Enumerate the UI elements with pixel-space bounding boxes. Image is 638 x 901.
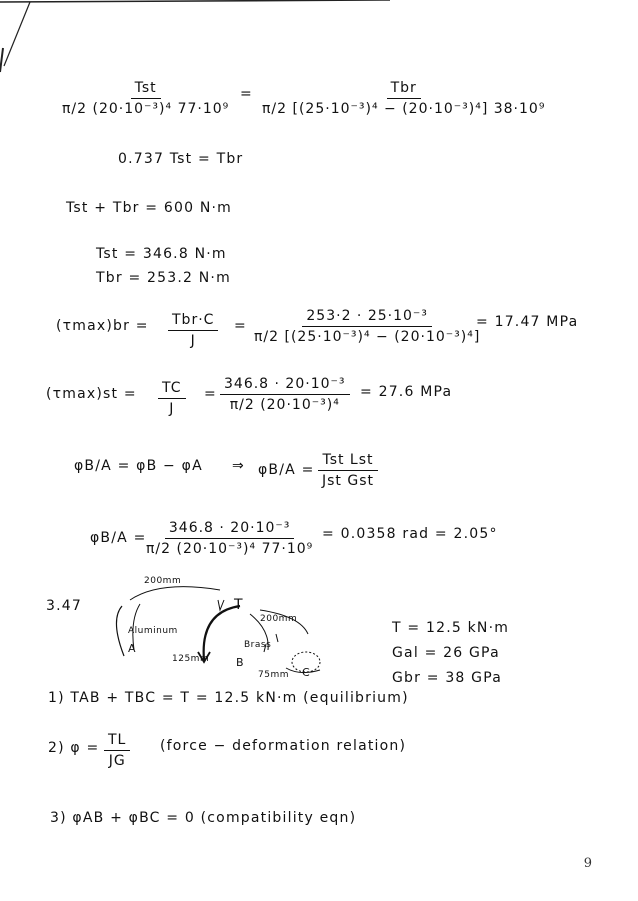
phi-calc-numerator: 346.8 · 20·10⁻³ xyxy=(165,520,295,539)
eq1-right-numerator: Tbr xyxy=(387,80,421,99)
step-2-fraction xyxy=(104,732,130,769)
phi-calc-left: φB/A = xyxy=(90,530,147,546)
tau-br-label: (τmax)br = xyxy=(56,318,149,334)
tau-st-label: (τmax)st = xyxy=(46,386,137,402)
tau-br-values xyxy=(250,308,484,345)
scan-edge-artifact xyxy=(0,0,400,80)
step-2-prefix: 2) φ = xyxy=(48,740,100,756)
step-3: 3) φAB + φBC = 0 (compatibility eqn) xyxy=(50,810,357,826)
dim-brass: Brass xyxy=(244,640,272,650)
eq1-right-denominator: π/2 [(25·10⁻³)⁴ − (20·10⁻³)⁴] 38·10⁹ xyxy=(262,101,546,117)
dim-aluminum: Aluminum xyxy=(128,626,178,636)
step-1: 1) TAB + TBC = T = 12.5 kN·m (equilibrium) xyxy=(48,690,409,706)
tau-br-symbolic xyxy=(168,312,218,349)
phi-def2-fraction xyxy=(318,452,378,489)
dim-125: 125mm xyxy=(172,654,210,664)
dim-top: 200mm xyxy=(144,576,182,586)
tau-st-denominator: J xyxy=(169,401,175,417)
problem-number: 3.47 xyxy=(46,598,82,614)
given-T: T = 12.5 kN·m xyxy=(392,620,510,636)
tau-st-equals: = xyxy=(204,386,217,402)
page-number: 9 xyxy=(583,856,592,871)
eq1-left-numerator: Tst xyxy=(131,80,161,99)
eq1-right-fraction xyxy=(258,80,549,117)
dim-75: 75mm xyxy=(258,670,289,680)
phi-def2-left: φB/A = xyxy=(258,462,315,478)
tau-st-val-numerator: 346.8 · 20·10⁻³ xyxy=(220,376,350,395)
tau-br-denominator: J xyxy=(190,333,196,349)
phi-implies-arrow: ⇒ xyxy=(232,458,245,474)
tau-st-val-denominator: π/2 (20·10⁻³)⁴ xyxy=(229,397,340,413)
tau-br-equals: = xyxy=(234,318,247,334)
phi-calc-denominator: π/2 (20·10⁻³)⁴ 77·10⁹ xyxy=(146,541,314,557)
given-Gal: Gal = 26 GPa xyxy=(392,645,500,661)
tau-br-numerator: Tbr·C xyxy=(168,312,218,331)
tau-st-symbolic xyxy=(158,380,186,417)
eq3-line: Tst + Tbr = 600 N·m xyxy=(66,200,233,216)
step-2-denominator: JG xyxy=(108,753,126,769)
eq2-line: 0.737 Tst = Tbr xyxy=(118,151,244,167)
phi-definition: φB/A = φB − φA xyxy=(74,458,203,474)
phi-def2-denominator: Jst Gst xyxy=(322,473,374,489)
label-B: B xyxy=(236,656,245,669)
label-T: T xyxy=(234,597,244,613)
given-Gbr: Gbr = 38 GPa xyxy=(392,670,503,686)
tau-br-val-numerator: 253·2 · 25·10⁻³ xyxy=(302,308,432,327)
eq1-left-denominator: π/2 (20·10⁻³)⁴ 77·10⁹ xyxy=(62,101,230,117)
step-2-suffix: (force − deformation relation) xyxy=(160,738,407,754)
eq1-left-fraction xyxy=(58,80,233,117)
tau-st-result: = 27.6 MPa xyxy=(360,384,453,400)
label-A: A xyxy=(128,642,137,655)
step-2-numerator: TL xyxy=(104,732,130,751)
dim-right: 200mm xyxy=(260,614,298,624)
phi-calc-fraction xyxy=(142,520,317,557)
eq5-line: Tbr = 253.2 N·m xyxy=(96,270,231,286)
eq1-equals: = xyxy=(240,86,253,102)
label-C: C xyxy=(302,666,311,679)
phi-def2-numerator: Tst Lst xyxy=(318,452,377,471)
tau-st-numerator: TC xyxy=(158,380,186,399)
tau-st-values xyxy=(220,376,350,413)
phi-calc-result: = 0.0358 rad = 2.05° xyxy=(322,526,498,542)
eq4-line: Tst = 346.8 N·m xyxy=(96,246,227,262)
tau-br-val-denominator: π/2 [(25·10⁻³)⁴ − (20·10⁻³)⁴] xyxy=(254,329,481,345)
tau-br-result: = 17.47 MPa xyxy=(476,314,579,330)
